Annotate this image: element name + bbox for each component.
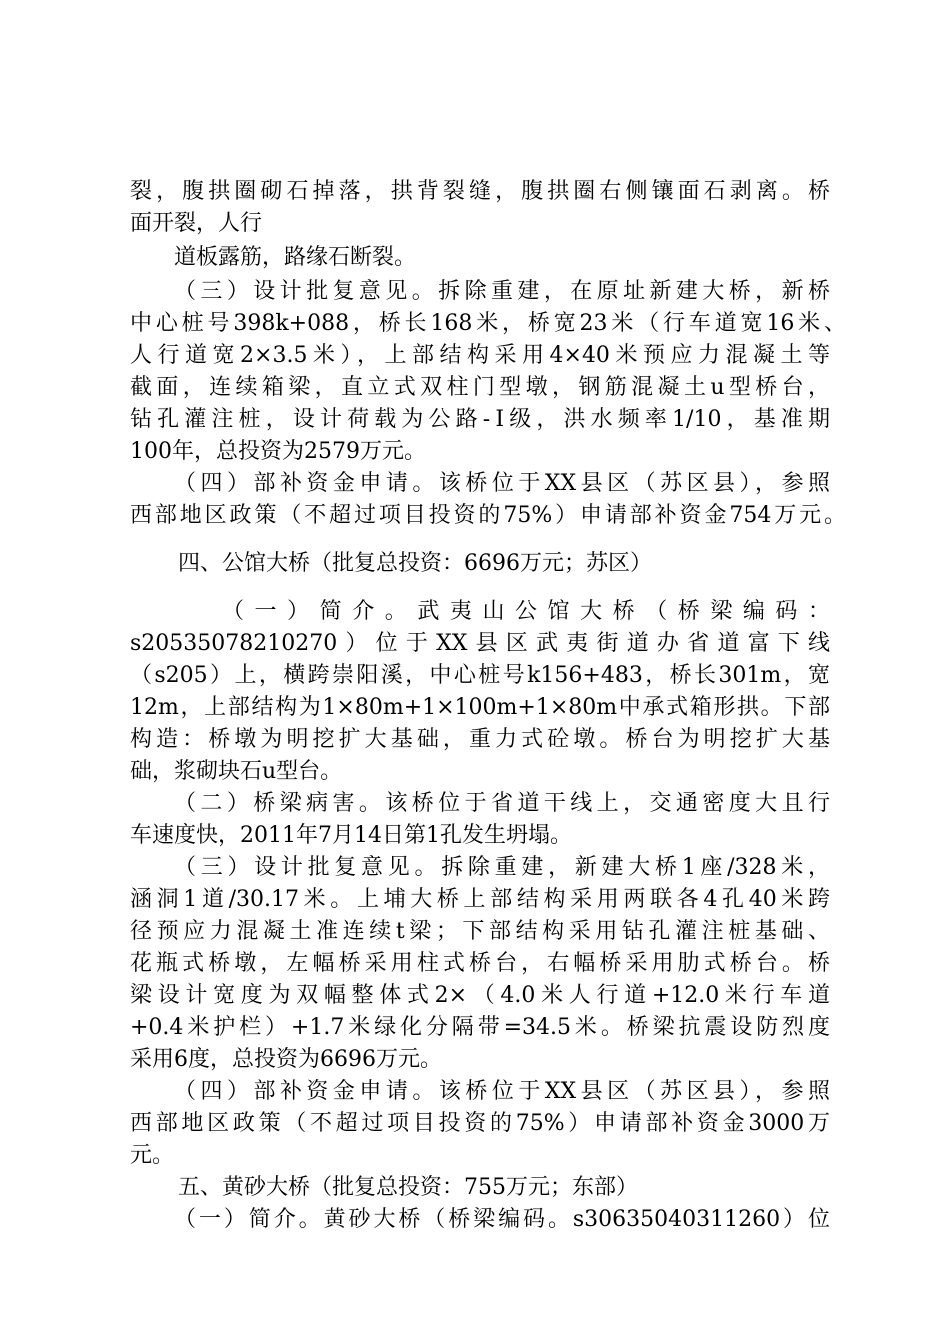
- text-line: 础，浆砌块石u型台。: [130, 759, 343, 784]
- text-line: （一）简介。武夷山公馆大桥（桥梁编码：: [222, 599, 830, 624]
- text-line: 花瓶式桥墩，左幅桥采用柱式桥台，右幅桥采用肋式桥台。桥: [130, 951, 830, 976]
- text-line: （一）简介。黄砂大桥（桥梁编码。s30635040311260）位: [174, 1207, 830, 1232]
- text-line: （三）设计批复意见。拆除重建，新建大桥1座/328米，: [174, 855, 830, 880]
- text-line: 道板露筋，路缘石断裂。: [174, 245, 417, 270]
- text-line: （二）桥梁病害。该桥位于省道干线上，交通密度大且行: [174, 791, 830, 816]
- text-line: 车速度快，2011年7月14日第1孔发生坍塌。: [130, 823, 572, 848]
- text-line: 西部地区政策（不超过项目投资的75%）申请部补资金754万元。: [130, 503, 846, 528]
- text-line: 12m，上部结构为1×80m+1×100m+1×80m中承式箱形拱。下部: [130, 695, 830, 720]
- text-line: s20535078210270）位于XX县区武夷街道办省道富下线: [130, 631, 830, 656]
- text-line: 构造：桥墩为明挖扩大基础，重力式砼墩。桥台为明挖扩大基: [130, 727, 830, 752]
- text-line: +0.4米护栏）+1.7米绿化分隔带=34.5米。桥梁抗震设防烈度: [130, 1015, 830, 1040]
- text-line: （s205）上，横跨崇阳溪，中心桩号k156+483，桥长301m，宽: [130, 663, 830, 688]
- text-line: 采用6度，总投资为6696万元。: [130, 1047, 442, 1072]
- text-line: 面开裂，人行: [130, 211, 263, 236]
- text-line: 中心桩号398k+088，桥长168米，桥宽23米（行车道宽16米、: [130, 311, 846, 336]
- text-line: 涵洞1道/30.17米。上埔大桥上部结构采用两联各4孔40米跨: [130, 887, 830, 912]
- text-line: 人行道宽2×3.5米），上部结构采用4×40米预应力混凝土等: [130, 343, 830, 368]
- text-line: 梁设计宽度为双幅整体式2×（4.0米人行道+12.0米行车道: [130, 983, 830, 1008]
- text-line: 元。: [130, 1143, 175, 1168]
- text-line: 西部地区政策（不超过项目投资的75%）申请部补资金3000万: [130, 1111, 830, 1136]
- section-heading: 四、公馆大桥（批复总投资：6696万元；苏区）: [178, 551, 652, 576]
- section-heading: 五、黄砂大桥（批复总投资：755万元；东部）: [178, 1175, 638, 1200]
- text-line: 100年，总投资为2579万元。: [130, 439, 426, 464]
- text-line: （三）设计批复意见。拆除重建，在原址新建大桥，新桥: [174, 279, 830, 304]
- text-line: 钻孔灌注桩，设计荷载为公路-Ⅰ级，洪水频率1/10，基准期: [130, 407, 830, 432]
- text-line: （四）部补资金申请。该桥位于XX县区（苏区县），参照: [174, 471, 830, 496]
- text-line: 径预应力混凝土准连续t梁；下部结构采用钻孔灌注桩基础、: [130, 919, 830, 944]
- text-line: 截面，连续箱梁，直立式双柱门型墩，钢筋混凝土u型桥台，: [130, 375, 830, 400]
- text-line: （四）部补资金申请。该桥位于XX县区（苏区县），参照: [174, 1079, 830, 1104]
- text-line: 裂，腹拱圈砌石掉落，拱背裂缝，腹拱圈右侧镶面石剥离。桥: [130, 179, 830, 204]
